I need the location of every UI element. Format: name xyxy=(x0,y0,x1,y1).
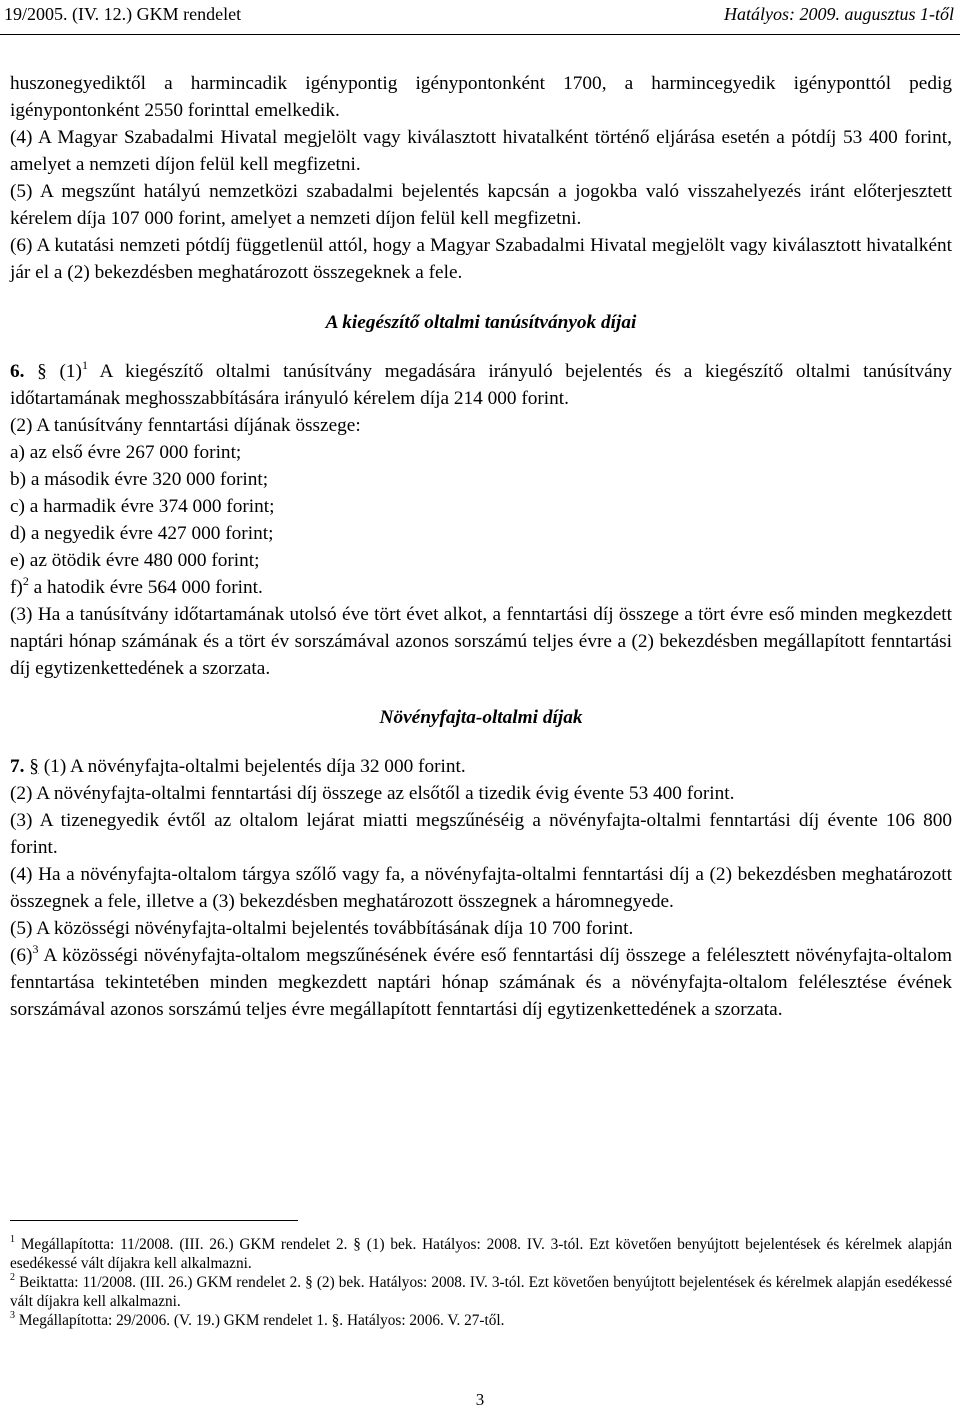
footnote-1 xyxy=(10,1235,952,1273)
paragraph-7-4: (4) Ha a növényfajta-oltalom tárgya szőlő vagy fa, a növényfajta-oltalmi fenntartási díj a (2) bekezdésben meghatározott összegnek a fele, illetve a (3) bekezdésben meghatározott összegnek a háromnegyede. xyxy=(10,864,952,912)
footnote-3 xyxy=(10,1311,952,1330)
page-number: 3 xyxy=(475,1390,485,1409)
paragraph-continuation: huszonegyediktől a harmincadik igénypontig igénypontonként 1700, a harmincegyedik igényponttól pedig igénypontonként 2550 forinttal emelkedik. xyxy=(10,73,952,121)
footnote-ref: 2 xyxy=(22,574,29,588)
section-number: 6. xyxy=(10,361,25,382)
footnote-number: 1 xyxy=(10,1234,15,1245)
paragraph-5-4: (4) A Magyar Szabadalmi Hivatal megjelölt vagy kiválasztott hivatalként történő eljárása esetén a pótdíj 53 400 forint, amelyet a nemzeti díjon felül kell megfizetni. xyxy=(10,127,952,175)
subsection-label: (6) xyxy=(10,945,33,966)
footnote-text: Beiktatta: 11/2008. (III. 26.) GKM rendelet 2. § (2) bek. Hatályos: 2008. IV. 3-tól. Ezt követően benyújtott bejelentések és kérelmek alapján esedékessé vált díjakra kell alkalmazni. xyxy=(10,1274,952,1310)
subsection-label: (1) xyxy=(59,361,82,382)
paragraph-sign: § xyxy=(29,756,39,777)
footnote-text: Megállapította: 11/2008. (III. 26.) GKM rendelet 2. § (1) bek. Hatályos: 2008. IV. 3-tól. Ezt követően benyújtott bejelentések és kérelmek alapján esedékessé vált díjakra kell alkalmazni. xyxy=(10,1236,952,1272)
footnotes xyxy=(10,1235,952,1330)
header-regulation-id: 19/2005. (IV. 12.) GKM rendelet xyxy=(4,4,242,24)
footnote-ref: 3 xyxy=(32,942,39,956)
paragraph-5-6: (6) A kutatási nemzeti pótdíj függetlenül attól, hogy a Magyar Szabadalmi Hivatal megjelölt vagy kiválasztott hivatalként jár el a (2) bekezdésben meghatározott összegeknek a fele. xyxy=(10,235,952,283)
page-header xyxy=(0,0,960,35)
paragraph-7-5: (5) A közösségi növényfajta-oltalmi bejelentés továbbításának díja 10 700 forint. xyxy=(10,918,634,939)
list-item-a: a) az első évre 267 000 forint; xyxy=(10,442,242,463)
paragraph-6-2: (2) A tanúsítvány fenntartási díjának összege: xyxy=(10,415,361,436)
list-item-d: d) a negyedik évre 427 000 forint; xyxy=(10,523,274,544)
footnote-text: Megállapította: 29/2006. (V. 19.) GKM rendelet 1. §. Hatályos: 2006. V. 27-től. xyxy=(18,1312,505,1329)
section-number: 7. xyxy=(10,756,25,777)
section-heading-supplementary-certificates: A kiegészítő oltalmi tanúsítványok díjai xyxy=(325,312,637,333)
paragraph-sign: § xyxy=(37,361,47,382)
footnote-number: 3 xyxy=(10,1310,15,1321)
footnote-number: 2 xyxy=(10,1272,15,1283)
list-item-b: b) a második évre 320 000 forint; xyxy=(10,469,269,490)
list-item-f xyxy=(10,574,952,601)
list-item-label: f) xyxy=(10,577,23,598)
list-item-e: e) az ötödik évre 480 000 forint; xyxy=(10,550,260,571)
footnote-separator xyxy=(10,1220,298,1221)
paragraph-7-6 xyxy=(10,942,952,1023)
section-heading-plant-variety: Növényfajta-oltalmi díjak xyxy=(379,707,583,728)
footnote-2 xyxy=(10,1273,952,1311)
list-item-c: c) a harmadik évre 374 000 forint; xyxy=(10,496,275,517)
paragraph-7-3: (3) A tizenegyedik évtől az oltalom lejárat miatti megszűnéséig a növényfajta-oltalmi fenntartási díj évente 106 800 forint. xyxy=(10,810,952,858)
paragraph-text: A közösségi növényfajta-oltalom megszűnésének évére eső fenntartási díj összege a felélesztett növényfajta-oltalom fenntartása tekintetében minden megkezdett naptári hónap számának és a növényfajta-oltalom felélesztése évének sorszámával azonos sorszámú teljes évre megállapított fenntartási díj egytizenkettedének a szorzata. xyxy=(10,945,952,1020)
paragraph-7-2: (2) A növényfajta-oltalmi fenntartási díj összege az elsőtől a tizedik évig évente 53 400 forint. xyxy=(10,783,735,804)
paragraph-6-1 xyxy=(10,358,952,412)
document-body xyxy=(10,70,952,1023)
paragraph-text: (1) A növényfajta-oltalmi bejelentés díja 32 000 forint. xyxy=(43,756,466,777)
paragraph-6-3: (3) Ha a tanúsítvány időtartamának utolsó éve tört évet alkot, a fenntartási díj összege a tört évre eső minden megkezdett naptári hónap számának és a tört év sorszámával azonos sorszámú teljes évre a (2) bekezdésben megállapított fenntartási díj egytizenkettedének a szorzata. xyxy=(10,604,952,679)
header-effective-date: Hatályos: 2009. augusztus 1-től xyxy=(723,4,954,24)
list-item-text: a hatodik évre 564 000 forint. xyxy=(33,577,263,598)
paragraph-text: A kiegészítő oltalmi tanúsítvány megadására irányuló bejelentés és a kiegészítő oltalmi tanúsítvány időtartamának meghosszabbítására irányuló kérelem díja 214 000 forint. xyxy=(10,361,953,409)
paragraph-5-5: (5) A megszűnt hatályú nemzetközi szabadalmi bejelentés kapcsán a jogokba való visszahelyezés iránt előterjesztett kérelem díja 107 000 forint, amelyet a nemzeti díjon felül kell megfizetni. xyxy=(10,181,952,229)
paragraph-7-1 xyxy=(10,753,952,780)
footnote-ref: 1 xyxy=(81,358,88,372)
